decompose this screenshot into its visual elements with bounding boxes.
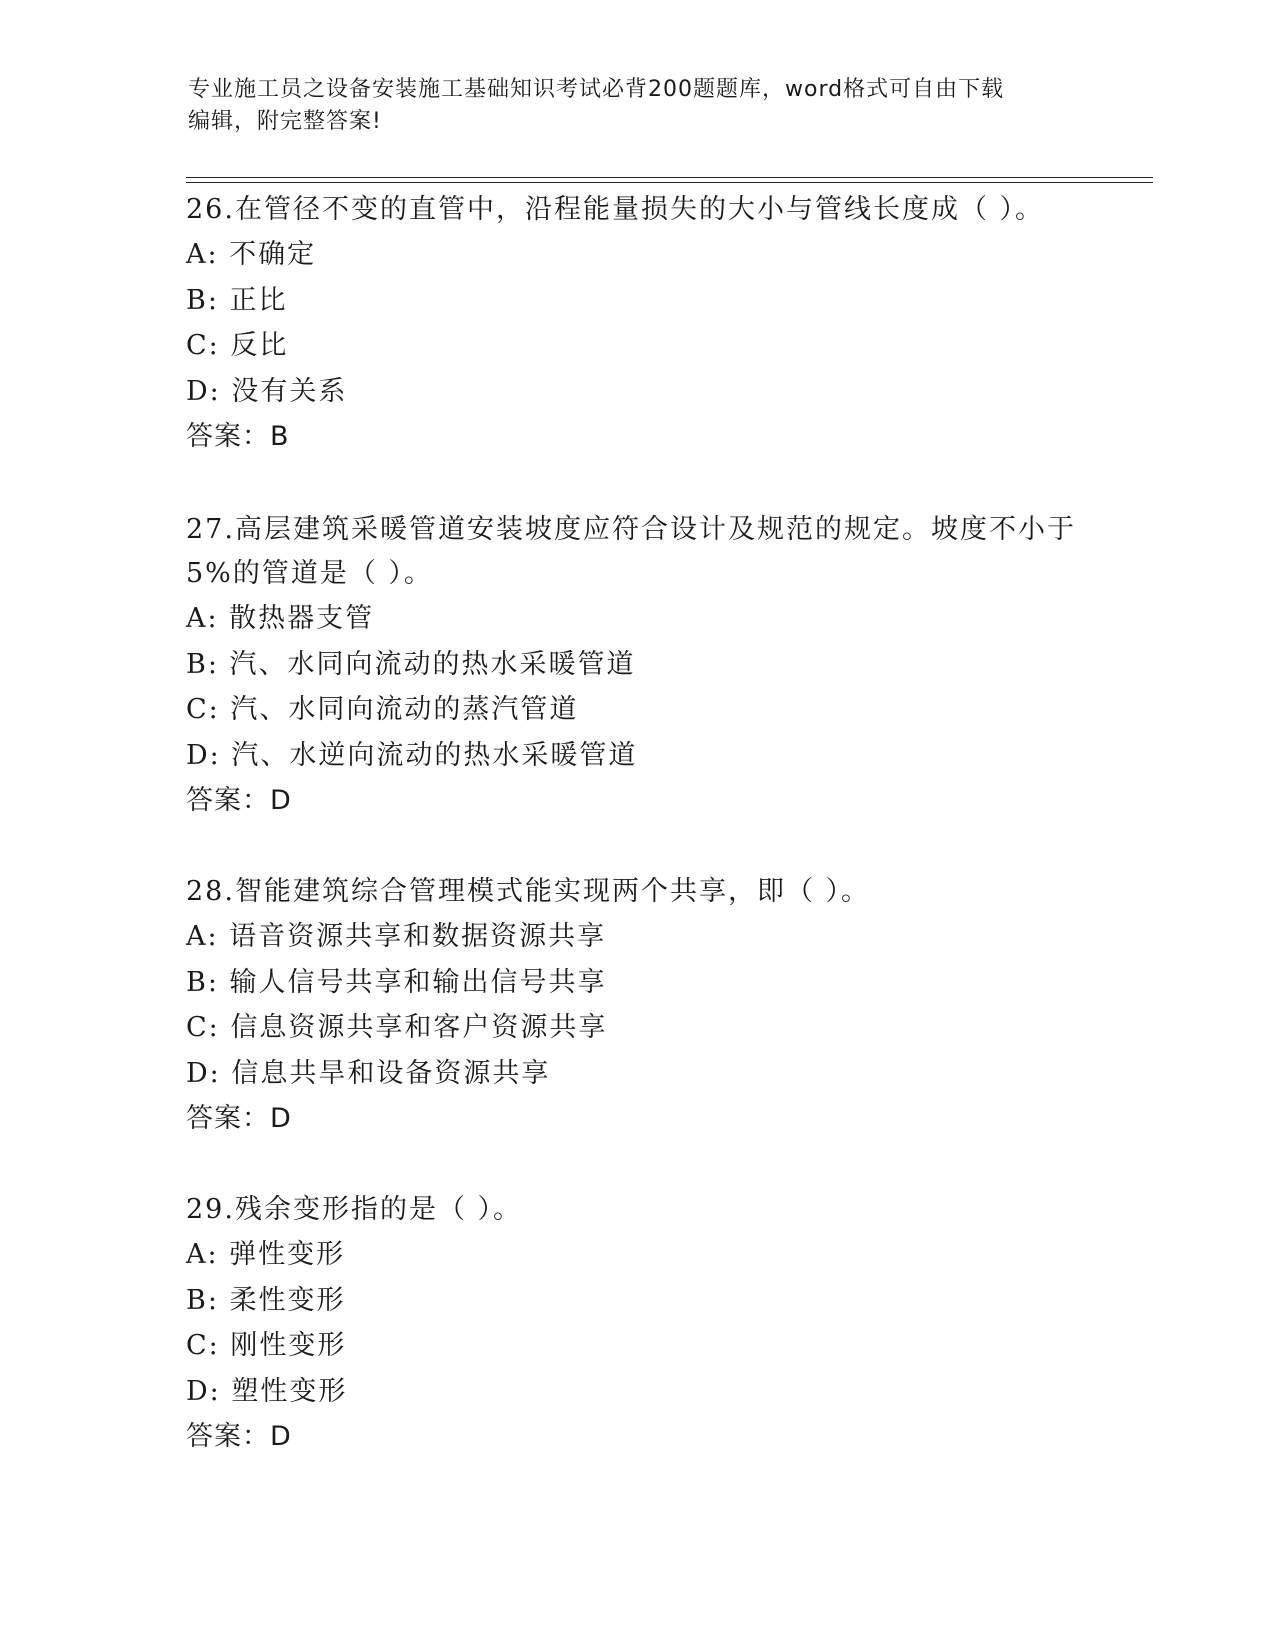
question-26 bbox=[186, 188, 1086, 460]
answer: 答案：D bbox=[186, 785, 292, 816]
option-a: A: 语音资源共享和数据资源共享 bbox=[186, 921, 607, 952]
option-d: D: 汽、水逆向流动的热水采暖管道 bbox=[186, 739, 638, 771]
question-stem: 27.高层建筑采暖管道安装坡度应符合设计及规范的规定。坡度不小于5%的管道是（ ）。 bbox=[186, 514, 1076, 589]
question-stem: 28.智能建筑综合管理模式能实现两个共享，即（ ）。 bbox=[186, 876, 871, 907]
answer: 答案：D bbox=[186, 1103, 292, 1134]
option-b: B: 输人信号共享和输出信号共享 bbox=[186, 966, 607, 998]
header-divider-bottom bbox=[186, 182, 1153, 183]
question-27 bbox=[186, 508, 1086, 824]
document-header bbox=[188, 74, 1088, 138]
question-28 bbox=[186, 870, 1086, 1142]
question-stem: 29.残余变形指的是（ ）。 bbox=[186, 1194, 523, 1225]
option-c: C: 反比 bbox=[186, 330, 289, 361]
answer: 答案：B bbox=[186, 421, 290, 452]
option-b: B: 汽、水同向流动的热水采暖管道 bbox=[186, 648, 636, 680]
option-b: B: 正比 bbox=[186, 284, 288, 316]
option-b: B: 柔性变形 bbox=[186, 1284, 346, 1316]
answer: 答案：D bbox=[186, 1421, 292, 1452]
option-a: A: 散热器支管 bbox=[186, 603, 375, 634]
option-c: C: 汽、水同向流动的蒸汽管道 bbox=[186, 694, 579, 725]
option-d: D: 塑性变形 bbox=[186, 1375, 348, 1407]
option-a: A: 不确定 bbox=[186, 239, 317, 270]
option-d: D: 信息共旱和设备资源共享 bbox=[186, 1057, 551, 1089]
header-divider-top bbox=[186, 177, 1153, 178]
question-stem: 26.在管径不变的直管中，沿程能量损失的大小与管线长度成（ ）。 bbox=[186, 194, 1045, 225]
option-c: C: 信息资源共享和客户资源共享 bbox=[186, 1012, 608, 1043]
option-d: D: 没有关系 bbox=[186, 375, 348, 407]
question-29 bbox=[186, 1188, 1086, 1460]
option-a: A: 弹性变形 bbox=[186, 1239, 346, 1270]
header-line-1: 专业施工员之设备安装施工基础知识考试必背200题题库，word格式可自由下载 bbox=[188, 77, 1005, 102]
option-c: C: 刚性变形 bbox=[186, 1330, 347, 1361]
header-line-2: 编辑，附完整答案! bbox=[188, 109, 382, 134]
